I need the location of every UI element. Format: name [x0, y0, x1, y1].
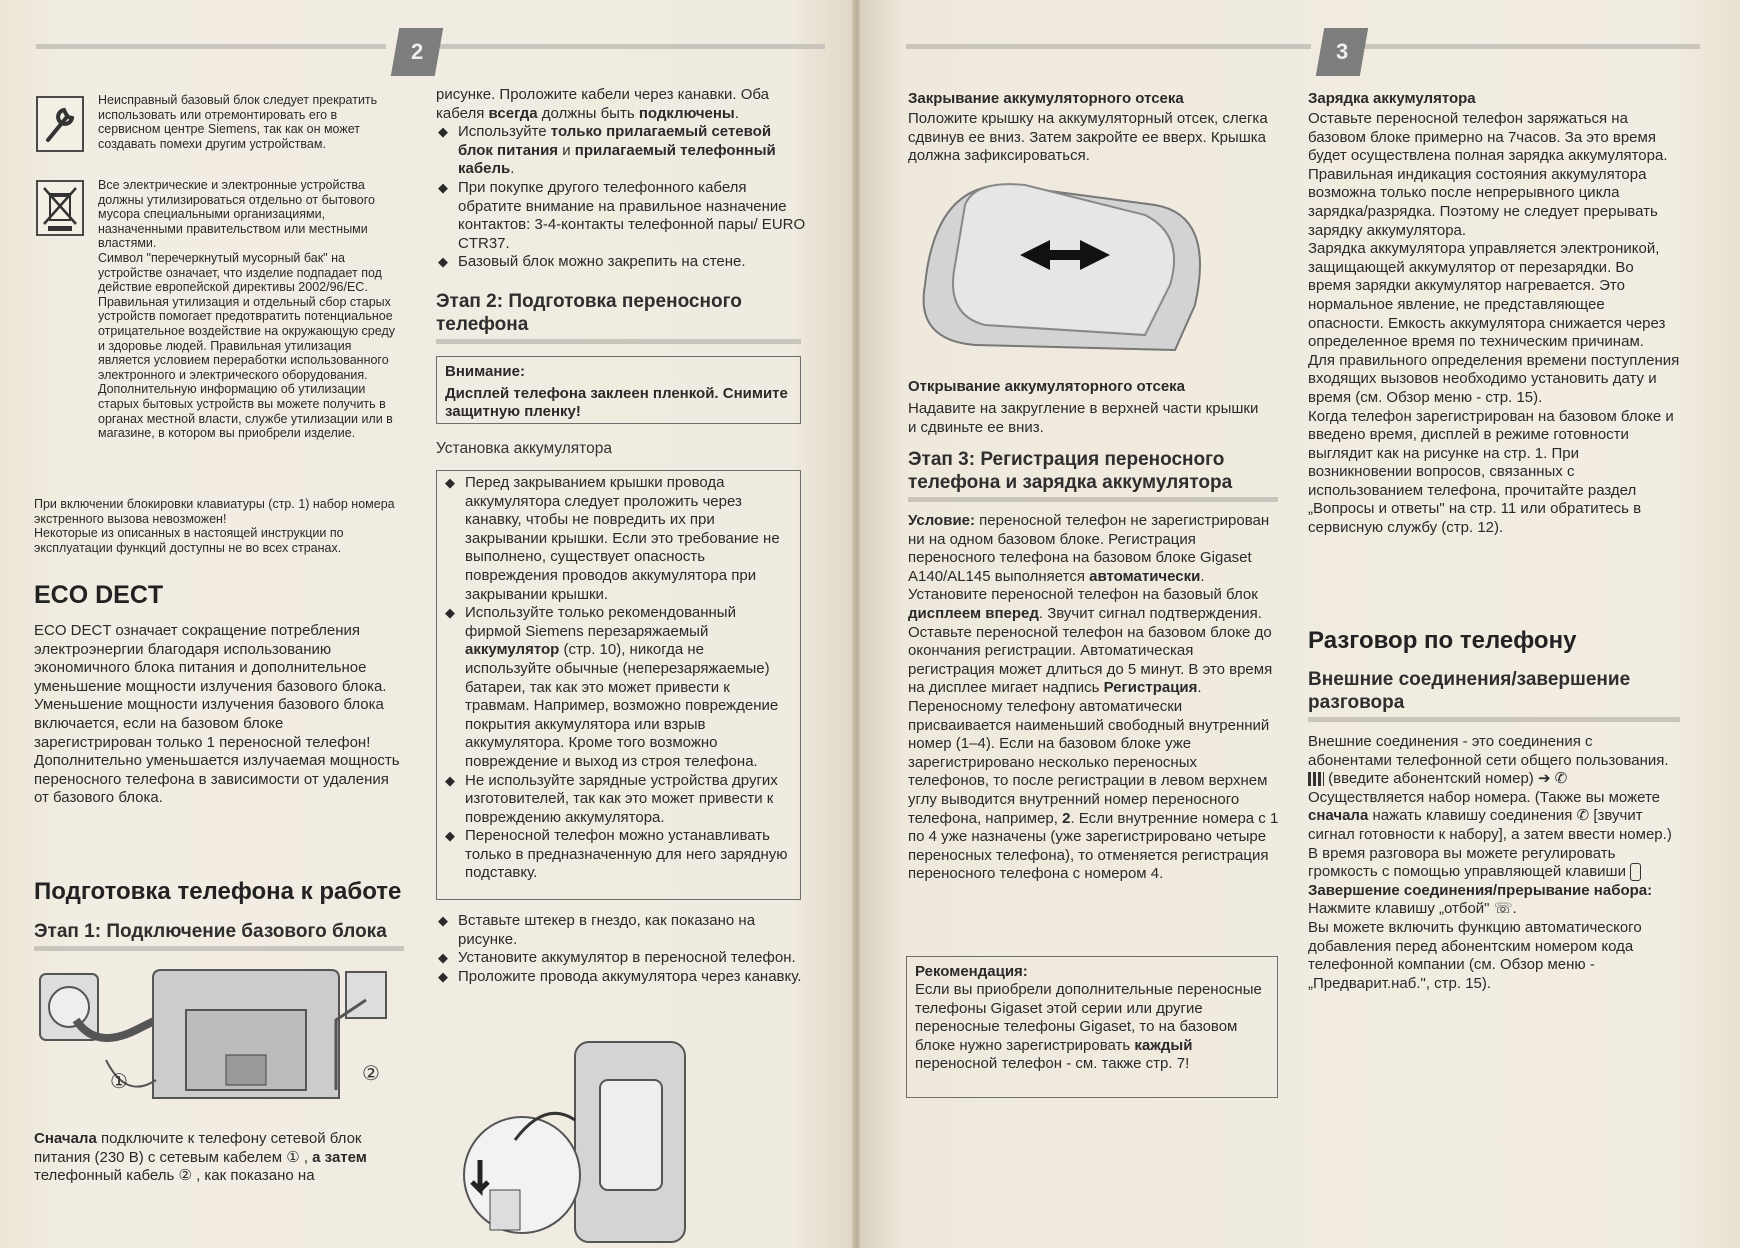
col2-intro [436, 86, 806, 272]
connect-text [34, 1130, 404, 1186]
ext-para: Внешние соединения - это соединения с абонентами телефонной сети общего пользования. [1308, 733, 1669, 769]
intro-bold: подключены [638, 104, 735, 122]
auto-text: Вы можете включить функцию автоматического добавления перед абонентским номером кода телефонной компании (см. Обзор меню - „Предварит.наб.", стр. 15). [1308, 918, 1642, 992]
ext-span: нажать клавишу соединения [1368, 807, 1573, 825]
step1-heading: Этап 1: Подключение базового блока [34, 920, 404, 951]
lock-note-line: При включении блокировки клавиатуры (стр. 1) набор номера экстренного вызова невозможен! [34, 497, 395, 526]
battery-box [436, 470, 801, 900]
battery-span: Используйте только рекомендованный фирмой Siemens перезаряжаемый [465, 604, 736, 640]
open-text: Надавите на закругление в верхней части крышки и сдвиньте ее вниз. [908, 400, 1259, 436]
battery-illustration [460, 1040, 690, 1248]
lock-note-line: Некоторые из описанных в настоящей инструкции по эксплуатации функций доступны не во всех странах. [34, 526, 344, 555]
recommendation-box [906, 956, 1278, 1098]
ext-span: [звучит сигнал готовности к набору], а затем ввести номер.) В время разговора вы можете регулировать громкость с помощью управляющей клавиши [1308, 807, 1672, 881]
connect-bold: а затем [312, 1148, 367, 1166]
bullet-cable: ◆ При покупке другого телефонного кабеля обратите внимание на правильное назначение контактов: 3-4-контакты телефонной пары/ EURO CTR37. [436, 179, 806, 253]
rec-span: Если вы приобрели дополнительные переносные телефоны Gigaset этой серии или другие переносные телефоны Gigaset, то на базовом блоке нужно зарегистрировать [915, 981, 1262, 1054]
left-page [0, 0, 860, 1248]
battery-cover-illustration [915, 175, 1215, 365]
charge-para: Зарядка аккумулятора управляется электроникой, защищающей аккумулятор от перезарядки. Во время зарядки аккумулятор нагревается. Это нормальное явление, не представляющее опасности. Емкость аккумулятора снижается через определенное время по техническим причинам. [1308, 240, 1666, 351]
bullet-bold: прилагаемый телефонный кабель [458, 141, 776, 178]
rec-bold: каждый [1134, 1036, 1193, 1054]
base-connection-illustration [36, 960, 406, 1120]
charge-para: Для правильного определения времени поступления входящих вызовов необходимо установить дату и время (см. Обзор меню - стр. 15). [1308, 351, 1680, 406]
right-page [860, 0, 1740, 1248]
plug-bullets [436, 912, 806, 986]
disposal-para: Все электрические и электронные устройства должны утилизироваться отдельно от бытового мусора специальными организациями, назначенными правительством или местными властями. [98, 178, 375, 251]
arrow-right-icon: ➔ [1537, 770, 1551, 788]
handset-call-icon: ✆ [1576, 807, 1590, 825]
bullet-span: Используйте [458, 123, 551, 141]
connect-bold: Сначала [34, 1130, 97, 1147]
dial-hint: (введите абонентский номер) [1328, 770, 1534, 788]
intro-bold: всегда [488, 104, 538, 122]
callout-1: ① [110, 1071, 128, 1093]
battery-bullet: ◆ Переносной телефон можно устанавливать только в предназначенную для него зарядную подставку. [443, 827, 794, 883]
connect-span: телефонный кабель ② , как показано на [34, 1167, 315, 1185]
end-heading: Завершение соединения/прерывание набора: [1308, 881, 1653, 899]
reg-bold: Регистрация [1103, 679, 1198, 697]
disposal-para: Дополнительную информацию об утилизации старых бытовых устройств вы можете получить в органах местной власти, службе утилизации или в магазине, в котором вы приобрели изделие. [98, 382, 393, 441]
charge-text [1308, 110, 1680, 538]
handset-call-icon: ✆ [1554, 770, 1568, 788]
reg-span: переносной телефон не зарегистрирован ни на одном базовом блоке. Регистрация переносного телефона на базовом блоке Gigaset A140/AL145 выполняется [908, 512, 1270, 585]
eco-para: ECO DECT означает сокращение потребления электроэнергии благодаря использованию экономичного блока питания и дополнительное уменьшение мощности излучения базового блока. [34, 622, 387, 695]
close-text: Положите крышку на аккумуляторный отсек, слегка сдвинув ее вниз. Затем закройте ее вверх. Крышка должна зафиксироваться. [908, 110, 1268, 165]
end-text: Нажмите клавишу „отбой" [1308, 900, 1490, 918]
step2-heading: Этап 2: Подготовка переносного телефона [436, 290, 801, 344]
disposal-para: Правильная утилизация и отдельный сбор старых устройств помогает предотвратить потенциальное отрицательное воздействие на окружающую среду и здоровье людей. Правильная утилизация является условием переработки использованного электронного и электрического оборудования. [98, 294, 395, 382]
battery-span: (стр. 10), никогда не используйте обычные (неперезаряжаемые) батареи, так как это может привести к травмам. Например, возможно повреждение покрытия аккумулятора или взрыв аккумулятора. Кроме того возможно повреждение и выход из строя телефона. [465, 641, 779, 770]
intro-span: должны быть [537, 104, 639, 122]
intro-span: . [734, 104, 739, 122]
intro-span: рисунке. Проложите кабели через канавки. Оба кабеля [436, 86, 769, 122]
attention-text: Дисплей телефона заклеен пленкой. Снимите защитную пленку! [445, 385, 788, 420]
reg-span: . Если внутренние номера с 1 по 4 уже назначены (уже зарегистрировано четыре переносных телефона), то отменяется регистрация переносного телефона с номером 4. [908, 809, 1279, 883]
header-rule [36, 44, 386, 49]
service-note: Неисправный базовый блок следует прекратить использовать или отремонтировать его в сервисном центре Siemens, так как он может создавать помехи другим устройствам. [98, 93, 378, 151]
disposal-para: Символ "перечеркнутый мусорный бак" на устройстве означает, что изделие подпадает под действие европейской директивы 2002/96/EC. [98, 250, 382, 295]
plug-bullet: ◆ Установите аккумулятор в переносной телефон. [436, 949, 806, 968]
rec-title: Рекомендация: [915, 963, 1028, 980]
call-heading: Разговор по телефону [1308, 627, 1577, 654]
registration-text [908, 512, 1280, 884]
battery-heading: Установка аккумулятора [436, 440, 612, 457]
bullet-span: и [558, 141, 575, 159]
ext-bold: сначала [1308, 807, 1369, 825]
page-number: 2 [391, 28, 443, 76]
disposal-note [98, 178, 403, 441]
rec-span: переносной телефон - см. также стр. 7! [915, 1055, 1190, 1073]
eco-para: Дополнительно уменьшается излучаемая мощность переносного телефона в зависимости от удаления от базового блока. [34, 752, 400, 807]
crossed-bin-icon [36, 180, 84, 236]
battery-bullet: ◆ Не используйте зарядные устройства других изготовителей, так как это может привести к повреждению аккумулятора. [443, 772, 794, 828]
eco-text [34, 622, 404, 808]
charge-para: Когда телефон зарегистрирован на базовом блоке и введено время, дисплей в режиме готовности выглядит как на рисунке на стр. 1. При возникновении вопросов, связанных с использованием телефона, прочитайте раздел „Вопросы и ответы" на стр. 11 или обратитесь в сервисную службу (стр. 12). [1308, 407, 1674, 537]
connect-span: подключите к телефону сетевой блок питания (230 В) с сетевым кабелем ① , [34, 1130, 362, 1166]
wrench-icon [36, 96, 84, 152]
prep-heading: Подготовка телефона к работе [34, 878, 402, 905]
charge-heading: Зарядка аккумулятора [1308, 90, 1476, 107]
charge-para: Оставьте переносной телефон заряжаться на базовом блоке примерно на 7часов. За это время будет осуществлена полная зарядка аккумулятора. Правильная индикация состояния аккумулятора возможна только после непрерывного цикла зарядка/разрядка. Поэтому не следует прерывать зарядку аккумулятора. [1308, 110, 1668, 239]
bullet-span: . [510, 160, 515, 178]
header-rule [1365, 44, 1700, 49]
reg-bold: 2 [1062, 809, 1071, 827]
reg-span: . Переносному телефону автоматически присваивается наименьший свободный внутренний номер (1–4). Если на базовом блоке уже зарегистрировано несколько переносных телефонов, то после регистрации в левом верхнем углу выводится внутренний номер переносного телефона, например, [908, 679, 1270, 827]
reg-span: . Звучит сигнал подтверждения. Оставьте переносной телефон на базовом блоке до окончания регистрации. Автоматическая регистрация может длиться до 5 минут. В это время на дисплее мигает надпись [908, 604, 1273, 697]
ext-heading: Внешние соединения/завершение разговора [1308, 668, 1680, 722]
open-heading: Открывание аккумуляторного отсека [908, 378, 1186, 395]
callout-2: ② [362, 1063, 380, 1085]
attention-box [436, 356, 801, 424]
eco-heading: ECO DECT [34, 581, 164, 609]
battery-bullet: ◆ Перед закрыванием крышки провода аккумулятора следует проложить через канавку, чтобы не повредить их при закрывании крышки. Если это требование не выполнено, существует опасность повреждения проводов аккумулятора при закрывании крышки. [443, 474, 794, 604]
step3-heading: Этап 3: Регистрация переносного телефона и зарядка аккумулятора [908, 448, 1278, 502]
header-rule [440, 44, 825, 49]
bullet-bold: только прилагаемый сетевой блок питания [458, 123, 772, 159]
volume-key-icon [1630, 863, 1641, 881]
close-heading: Закрывание аккумуляторного отсека [908, 90, 1184, 107]
page-number: 3 [1316, 28, 1368, 76]
keypad-icon [1308, 772, 1324, 786]
ext-text: Внешние соединения - это соединения с абонентами телефонной сети общего пользования. (введите абонентский номер) ➔ ✆ Осуществляется набор номера. (Также вы можете сначала нажать клавишу соединения ✆ [звучит сигнал готовности к набору], а затем ввести номер.) В время разговора вы можете регулировать громкость с помощью управляющей клавиши Завершение соединения/прерывание набора: Нажмите клавишу „отбой" ☏. Вы можете включить функцию автоматического добавления перед абонентским номером кода телефонной компании (см. Обзор меню - „Предварит.наб.", стр. 15). [1308, 733, 1680, 993]
reg-bold: Условие: [908, 512, 976, 529]
lock-note [34, 497, 404, 555]
attention-title: Внимание: [445, 363, 525, 380]
battery-bold: аккумулятор [465, 641, 560, 659]
reg-span: . Установите переносной телефон на базовый блок [908, 567, 1258, 604]
header-rule [906, 44, 1311, 49]
ext-span: Осуществляется набор номера. (Также вы можете [1308, 788, 1661, 806]
reg-bold: автоматически [1089, 567, 1201, 585]
reg-bold: дисплеем вперед [908, 604, 1039, 622]
plug-bullet: ◆ Проложите провода аккумулятора через канавку. [436, 968, 806, 987]
eco-para: Уменьшение мощности излучения базового блока включается, если на базовом блоке зарегистрирован только 1 переносной телефон! [34, 696, 384, 751]
plug-bullet: ◆ Вставьте штекер в гнездо, как показано на рисунке. [436, 912, 806, 949]
end-call-icon: ☏ [1493, 900, 1513, 918]
bullet-wall: ◆ Базовый блок можно закрепить на стене. [436, 253, 806, 272]
